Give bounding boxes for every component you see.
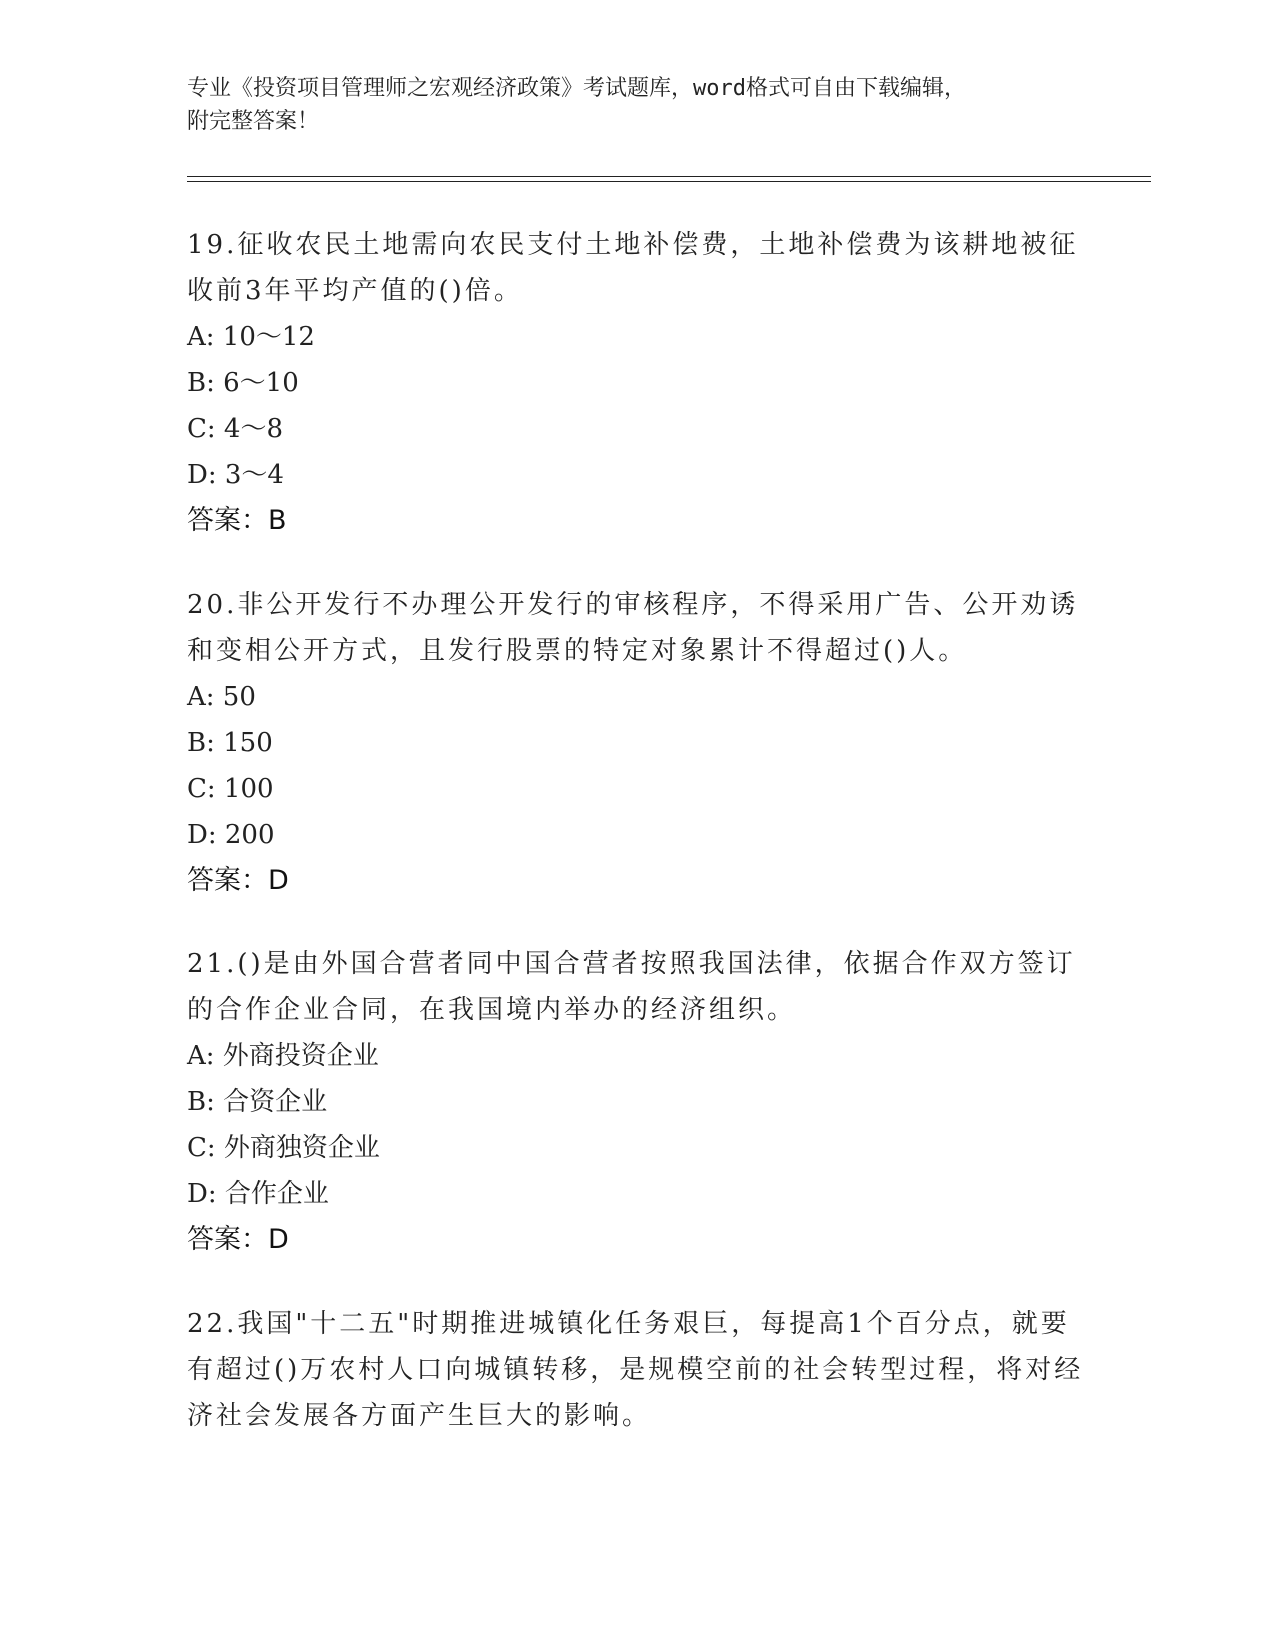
option-b: B: 6～10 (187, 368, 299, 398)
answer: 答案：D (187, 1224, 289, 1255)
answer: 答案：B (187, 505, 287, 536)
header-line-2: 附完整答案！ (187, 109, 320, 134)
option-b: B: 150 (187, 728, 273, 758)
option-a: A: 50 (187, 682, 256, 712)
option-d: D: 合作企业 (187, 1179, 329, 1209)
header-divider (187, 176, 1151, 182)
question-20 (187, 582, 1087, 904)
question-text: 22.我国"十二五"时期推进城镇化任务艰巨，每提高1个百分点，就要有超过()万农村人口向城镇转移，是规模空前的社会转型过程，将对经济社会发展各方面产生巨大的影响。 (187, 1309, 1084, 1431)
option-c: C: 4～8 (187, 414, 284, 444)
option-b: B: 合资企业 (187, 1087, 328, 1117)
option-d: D: 200 (187, 820, 275, 850)
question-text: 19.征收农民土地需向农民支付土地补偿费，土地补偿费为该耕地被征收前3年平均产值的()倍。 (187, 230, 1079, 306)
option-a: A: 10～12 (187, 322, 315, 352)
option-d: D: 3～4 (187, 460, 284, 490)
question-text: 20.非公开发行不办理公开发行的审核程序，不得采用广告、公开劝诱和变相公开方式，且发行股票的特定对象累计不得超过()人。 (187, 590, 1079, 666)
question-21 (187, 941, 1087, 1263)
answer: 答案：D (187, 865, 289, 896)
question-22 (187, 1301, 1087, 1439)
header-line-1: 专业《投资项目管理师之宏观经济政策》考试题库，word格式可自由下载编辑， (187, 76, 966, 101)
document-header (187, 72, 1087, 138)
option-c: C: 外商独资企业 (187, 1133, 380, 1163)
question-text: 21.()是由外国合营者同中国合营者按照我国法律，依据合作双方签订的合作企业合同，在我国境内举办的经济组织。 (187, 949, 1076, 1025)
question-19 (187, 222, 1087, 544)
option-a: A: 外商投资企业 (187, 1041, 379, 1071)
option-c: C: 100 (187, 774, 274, 804)
